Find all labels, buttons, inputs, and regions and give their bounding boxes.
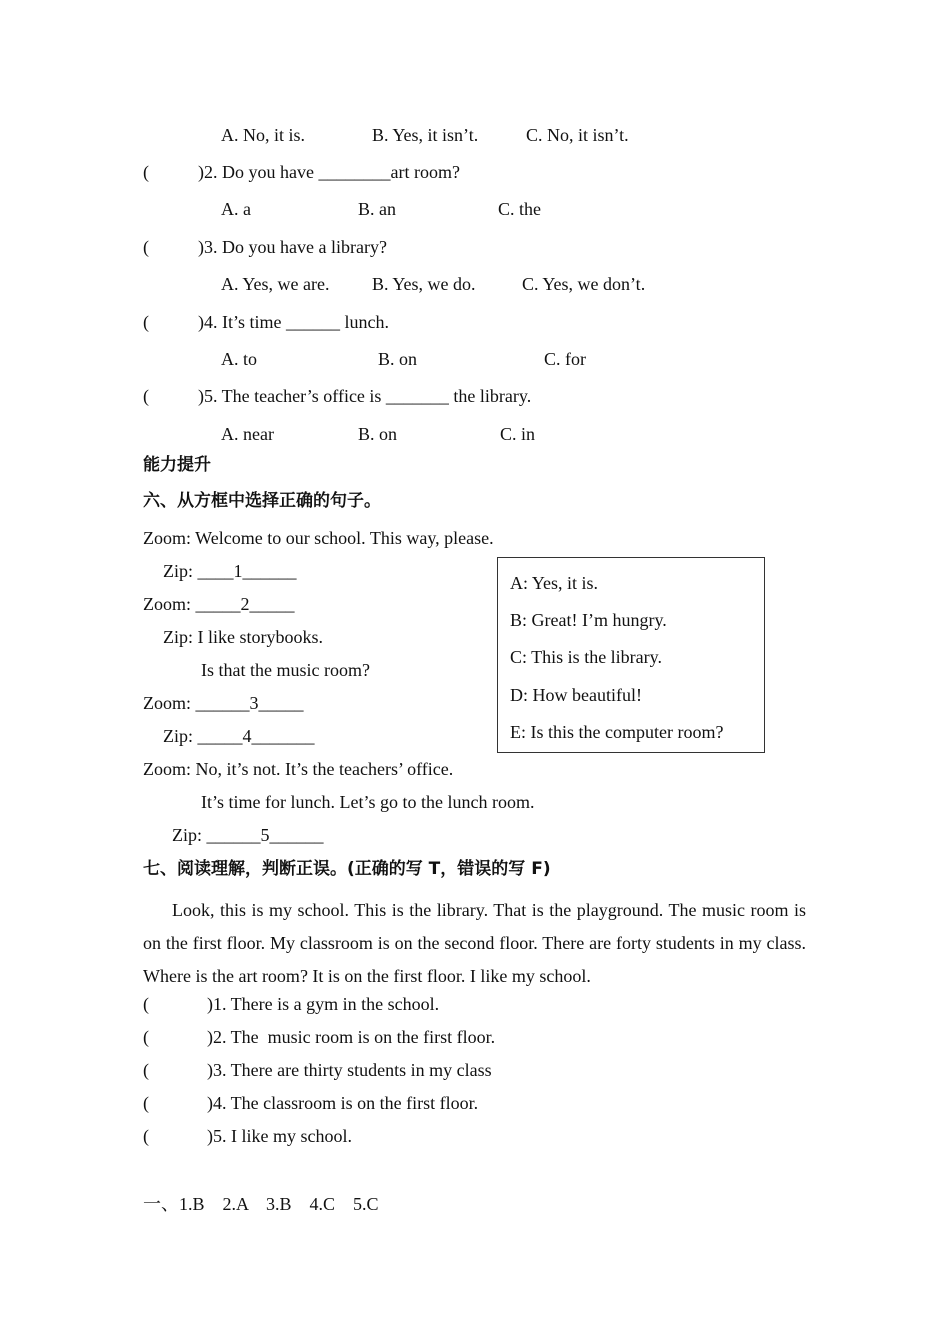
tf-item-2: )2. The music room is on the first floor. <box>207 1027 496 1047</box>
dialogue-line-5: Is that the music room? <box>201 660 370 680</box>
reading-passage: Look, this is my school. This is the library. That is the playground. The music room is on the first floor. My classroom is on the second floor. There are forty students in my class. Where is the art room? It is on the first floor. I like my school. <box>143 900 806 986</box>
tf-item-3: )3. There are thirty students in my class <box>207 1060 492 1080</box>
q1-option-a: A. No, it is. <box>221 125 306 145</box>
dialogue-line-1: Zoom: Welcome to our school. This way, please. <box>143 528 494 548</box>
q4-option-b: B. on <box>378 349 418 369</box>
q1-option-c: C. No, it isn’t. <box>526 125 629 145</box>
box-option-d: D: How beautiful! <box>510 685 642 705</box>
q3-stem: )3. Do you have a library? <box>198 237 387 257</box>
box-option-e: E: Is this the computer room? <box>510 722 724 742</box>
q3-paren: ( <box>143 237 149 257</box>
q3-option-c: C. Yes, we don’t. <box>522 274 646 294</box>
q5-option-c: C. in <box>500 424 536 444</box>
q5-paren: ( <box>143 386 149 406</box>
box-option-a: A: Yes, it is. <box>510 573 599 593</box>
q1-option-b: B. Yes, it isn’t. <box>372 125 479 145</box>
q4-stem: )4. It’s time ______ lunch. <box>198 312 389 332</box>
dialogue-line-4: Zip: I like storybooks. <box>163 627 323 647</box>
dialogue-line-3: Zoom: _____2_____ <box>143 594 295 614</box>
q4-option-a: A. to <box>221 349 257 369</box>
section7-title: 七、阅读理解，判断正误。(正确的写 T，错误的写 F) <box>143 859 551 879</box>
q4-option-c: C. for <box>544 349 586 369</box>
dialogue-line-6: Zoom: ______3_____ <box>143 693 304 713</box>
q2-option-c: C. the <box>498 199 541 219</box>
q3-option-a: A. Yes, we are. <box>221 274 330 294</box>
tf-item-5: )5. I like my school. <box>207 1126 352 1146</box>
dialogue-line-7: Zip: _____4_______ <box>163 726 315 746</box>
tf-paren-4: ( <box>143 1093 149 1113</box>
box-option-b: B: Great! I’m hungry. <box>510 610 667 630</box>
tf-paren-1: ( <box>143 994 149 1014</box>
q2-paren: ( <box>143 162 149 182</box>
dialogue-line-8: Zoom: No, it’s not. It’s the teachers’ office. <box>143 759 454 779</box>
dialogue-line-2: Zip: ____1______ <box>163 561 297 581</box>
q2-stem: )2. Do you have ________art room? <box>198 162 460 182</box>
answer-key: 一、1.B 2.A 3.B 4.C 5.C <box>143 1194 379 1214</box>
tf-paren-3: ( <box>143 1060 149 1080</box>
q5-option-b: B. on <box>358 424 398 444</box>
q2-option-b: B. an <box>358 199 396 219</box>
box-option-c: C: This is the library. <box>510 647 662 667</box>
section-heading-ability: 能力提升 <box>143 455 211 475</box>
section6-title: 六、从方框中选择正确的句子。 <box>143 491 381 511</box>
tf-item-4: )4. The classroom is on the first floor. <box>207 1093 479 1113</box>
q3-option-b: B. Yes, we do. <box>372 274 476 294</box>
q5-option-a: A. near <box>221 424 274 444</box>
q2-option-a: A. a <box>221 199 251 219</box>
dialogue-line-9: It’s time for lunch. Let’s go to the lunch room. <box>201 792 535 812</box>
dialogue-line-10: Zip: ______5______ <box>172 825 324 845</box>
tf-item-1: )1. There is a gym in the school. <box>207 994 440 1014</box>
q5-stem: )5. The teacher’s office is _______ the library. <box>198 386 532 406</box>
tf-paren-2: ( <box>143 1027 149 1047</box>
tf-paren-5: ( <box>143 1126 149 1146</box>
q4-paren: ( <box>143 312 149 332</box>
